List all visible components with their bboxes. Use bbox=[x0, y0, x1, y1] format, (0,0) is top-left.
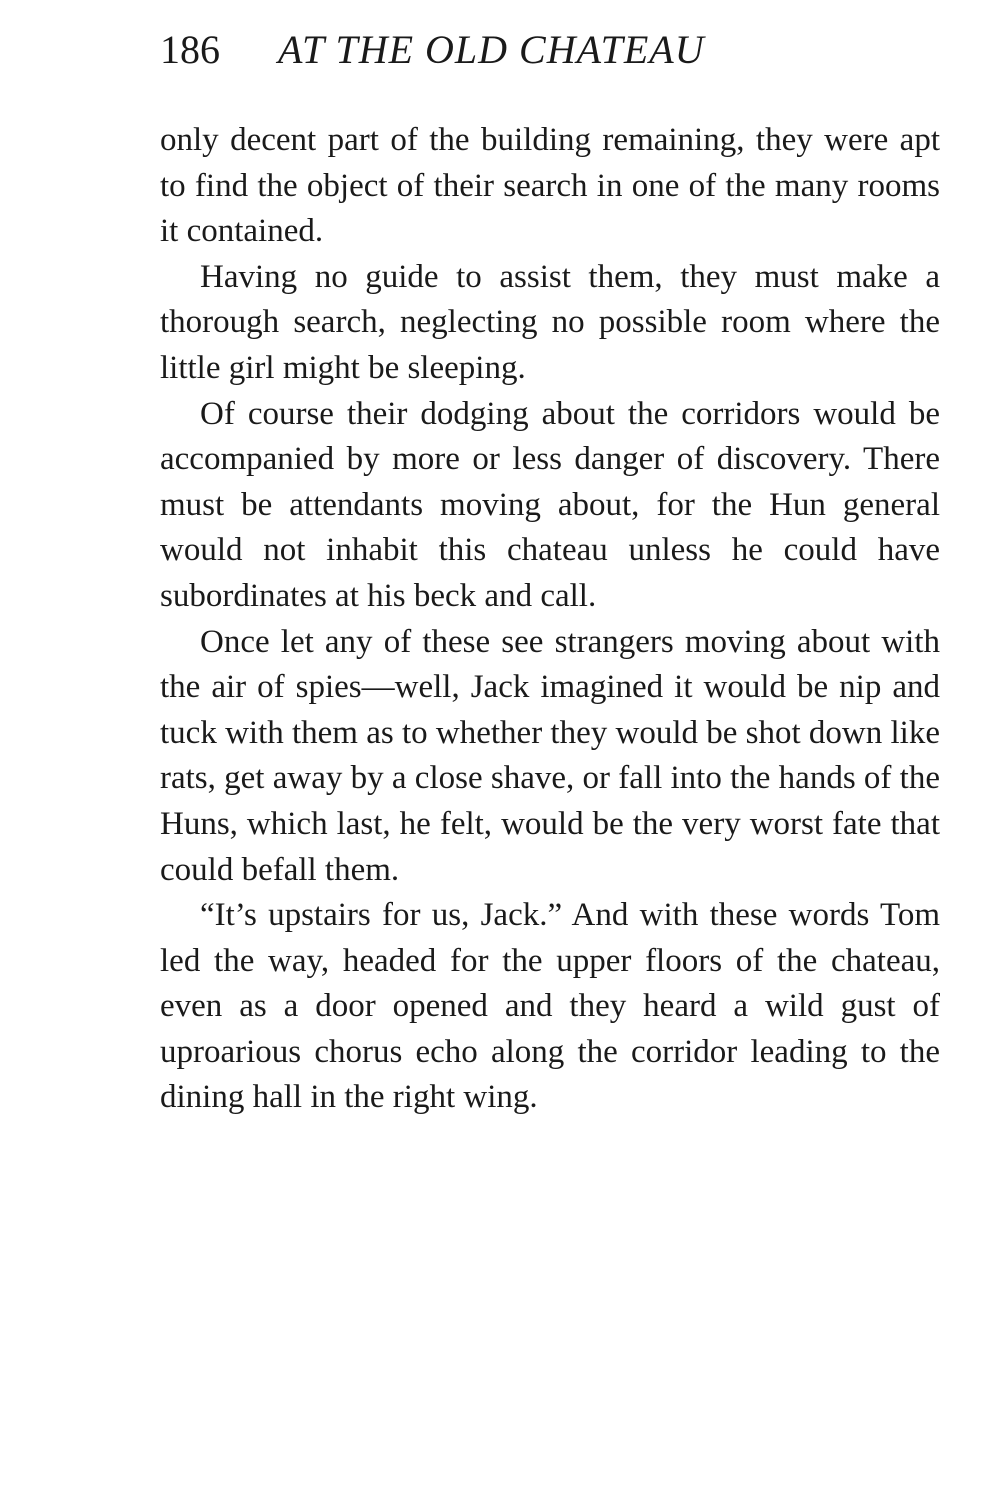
running-head bbox=[160, 22, 940, 78]
paragraph-continued: only decent part of the building remaining, they were apt to find the object of their search in one of the many rooms it contained. bbox=[160, 122, 940, 250]
paragraph: “It’s upstairs for us, Jack.” And with these words Tom led the way, headed for the upper floors of the chateau, even as a door opened and they heard a wild gust of uproarious chorus echo along the corridor leading to the dining hall in the right wing. bbox=[160, 897, 940, 1116]
body-text bbox=[160, 118, 940, 1121]
page-number: 186 bbox=[160, 27, 220, 72]
running-title: AT THE OLD CHATEAU bbox=[278, 27, 705, 72]
paragraph: Having no guide to assist them, they must make a thorough search, neglecting no possible room where the little girl might be sleeping. bbox=[160, 258, 940, 386]
paragraph: Of course their dodging about the corridors would be accompanied by more or less danger of discovery. There must be attendants moving about, for the Hun general would not inhabit this chateau unless he could have subordinates at his beck and call. bbox=[160, 395, 940, 614]
paragraph: Once let any of these see strangers moving about with the air of spies—well, Jack imagined it would be nip and tuck with them as to whether they would be shot down like rats, get away by a close shave, or fall into the hands of the Huns, which last, he felt, would be the very worst fate that could befall them. bbox=[160, 623, 940, 888]
